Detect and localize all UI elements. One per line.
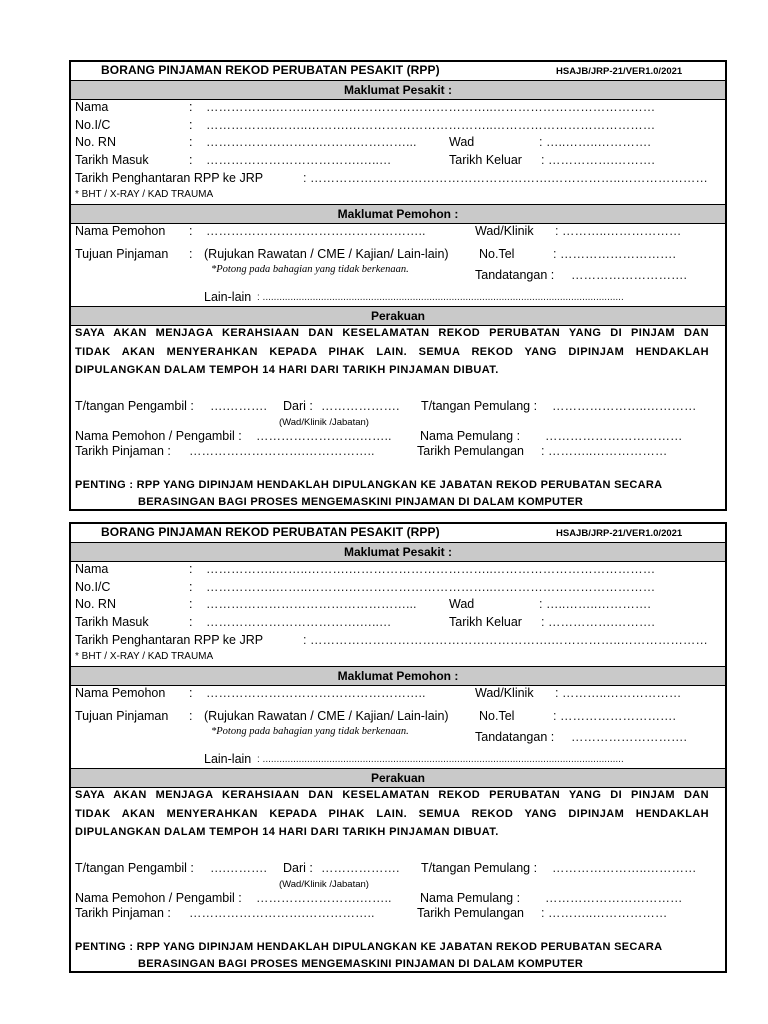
form-code: HSAJB/JRP-21/VER1.0/2021 <box>556 66 683 77</box>
ic-field[interactable]: ……………..……..……….……………………………..………………………………… <box>206 118 656 132</box>
loan-form-2: BORANG PINJAMAN REKOD PERUBATAN PESAKIT (RPP) HSAJB/JRP-21/VER1.0/2021 Maklumat Pesakit : Nama : ……………..……..……….……………………………..………………………………… No.I/C : ……………..……..……….……………………………..………………………………… No. RN : …………………………………………... Wad : …..……..…………. Tarikh Masuk : ……………………………….…..… Tarikh Keluar : …………….………. Tarikh Penghantaran RPP ke JRP : ………………………………………………….……………..………………… * BHT / X-RAY / KAD TRAUMA Maklumat Pemohon : Nama Pemohon : …………………………………………….. Wad/Klinik : ………..……………… Tujuan Pinjaman : (Rujukan Rawatan / CME / Kajian/ Lain-lain) No.Tel : ………………………. *Potong pada bahagian yang tidak berkenaan. Tandatangan : ………………………. Lain-lain : .................................................................................................................................. Perakuan SAYA AKAN MENJAGA KERAHSIAAN DAN KESELAMATAN REKOD PERUBATAN YANG DI PINJAM DAN TIDAK AKAN MENYERAHKAN KEPADA PIHAK LAIN. SEMUA REKOD YANG DIPINJAM HENDAKLAH DIPULANGKAN DALAM TEMPOH 14 HARI DARI TARIKH PINJAMAN DIBUAT. T/tangan Pengambil : ….………. Dari : ………………. T/tangan Pemulang : …………………..………… (Wad/Klinik /Jabatan) Nama Pemohon / Pengambil : …………………….…….. Nama Pemulang : …………………………… Tarikh Pinjaman : ……………………….…………….. Tarikh Pemulangan : ………..……………… PENTING : RPP YANG DIPINJAM HENDAKLAH DIPULANGKAN KE JABATAN REKOD PERUBATAN SECARA BERASINGAN BAGI PROSES MENGEMASKINI PINJAMAN DI DALAM KOMPUTER <box>69 522 727 973</box>
penting-line-1: PENTING : RPP YANG DIPINJAM HENDAKLAH DIPULANGKAN KE JABATAN REKOD PERUBATAN SECARA <box>75 941 663 953</box>
keluar-label: Tarikh Keluar <box>449 153 522 167</box>
wadklinik-field[interactable]: : ………..……………… <box>555 224 682 238</box>
penting-line-1: PENTING : RPP YANG DIPINJAM HENDAKLAH DIPULANGKAN KE JABATAN REKOD PERUBATAN SECARA <box>75 479 663 491</box>
masuk-field[interactable]: ……………………………….…..… <box>206 615 392 629</box>
tandatangan-field[interactable]: ………………………. <box>571 730 687 744</box>
tarikh-pinjaman-label: Tarikh Pinjaman : <box>75 444 171 458</box>
pemulang-ttg-field[interactable]: …………………..………… <box>552 861 697 875</box>
dari-field[interactable]: ………………. <box>321 861 400 875</box>
tujuan-label: Tujuan Pinjaman <box>75 247 169 261</box>
bht-note: * BHT / X-RAY / KAD TRAUMA <box>75 189 214 200</box>
nama-field[interactable]: ……………..……..……….……………………………..………………………………… <box>206 562 656 576</box>
nama-pemulang-label: Nama Pemulang : <box>420 891 521 905</box>
ic-field[interactable]: ……………..……..……….……………………………..………………………………… <box>206 580 656 594</box>
perakuan-line-1: SAYA AKAN MENJAGA KERAHSIAAN DAN KESELAMATAN REKOD PERUBATAN YANG DI PINJAM DAN <box>75 327 709 339</box>
tujuan-label: Tujuan Pinjaman <box>75 709 169 723</box>
perakuan-line-3: DIPULANGKAN DALAM TEMPOH 14 HARI DARI TARIKH PINJAMAN DIBUAT. <box>75 364 499 376</box>
perakuan-section-header: Perakuan <box>71 306 725 326</box>
wad-jabatan-note: (Wad/Klinik /Jabatan) <box>279 879 369 890</box>
tarikh-pemulangan-field[interactable]: : ………..……………… <box>541 906 668 920</box>
keluar-label: Tarikh Keluar <box>449 615 522 629</box>
hantar-label: Tarikh Penghantaran RPP ke JRP <box>75 171 264 185</box>
form-title: BORANG PINJAMAN REKOD PERUBATAN PESAKIT (RPP) <box>101 525 440 539</box>
wadklinik-label: Wad/Klinik <box>475 224 534 238</box>
perakuan-section-header: Perakuan <box>71 768 725 788</box>
masuk-label: Tarikh Masuk <box>75 153 149 167</box>
masuk-field[interactable]: ……………………………….…..… <box>206 153 392 167</box>
dari-label: Dari : <box>283 861 313 875</box>
penting-line-2: BERASINGAN BAGI PROSES MENGEMASKINI PINJAMAN DI DALAM KOMPUTER <box>138 496 584 508</box>
tarikh-pinjaman-label: Tarikh Pinjaman : <box>75 906 171 920</box>
hantar-field[interactable]: : ………………………………………………….……………..………………… <box>303 171 708 185</box>
wad-jabatan-note: (Wad/Klinik /Jabatan) <box>279 417 369 428</box>
notel-label: No.Tel <box>479 709 515 723</box>
pemohon-pengambil-field[interactable]: …………………….…….. <box>256 891 392 905</box>
ic-label: No.I/C <box>75 118 111 132</box>
perakuan-line-1: SAYA AKAN MENJAGA KERAHSIAAN DAN KESELAMATAN REKOD PERUBATAN YANG DI PINJAM DAN <box>75 789 709 801</box>
pemohon-label: Nama Pemohon <box>75 686 166 700</box>
pemulang-ttg-label: T/tangan Pemulang : <box>421 399 538 413</box>
rn-field[interactable]: …………………………………………... <box>206 135 417 149</box>
nama-pemulang-label: Nama Pemulang : <box>420 429 521 443</box>
lainlain-label: Lain-lain <box>204 290 252 304</box>
pengambil-field[interactable]: ….………. <box>210 399 267 413</box>
pemohon-field[interactable]: …………………………………………….. <box>206 224 426 238</box>
masuk-label: Tarikh Masuk <box>75 615 149 629</box>
tandatangan-label: Tandatangan : <box>475 268 555 282</box>
pengambil-label: T/tangan Pengambil : <box>75 399 194 413</box>
applicant-section-header: Maklumat Pemohon : <box>71 666 725 686</box>
nama-pemulang-field[interactable]: …………………………… <box>545 429 683 443</box>
dari-field[interactable]: ………………. <box>321 399 400 413</box>
pengambil-label: T/tangan Pengambil : <box>75 861 194 875</box>
nama-label: Nama <box>75 100 109 114</box>
nama-pemulang-field[interactable]: …………………………… <box>545 891 683 905</box>
pemulang-ttg-label: T/tangan Pemulang : <box>421 861 538 875</box>
pemohon-label: Nama Pemohon <box>75 224 166 238</box>
notel-field[interactable]: : ………………………. <box>553 709 676 723</box>
pemohon-pengambil-field[interactable]: …………………….…….. <box>256 429 392 443</box>
bht-note: * BHT / X-RAY / KAD TRAUMA <box>75 651 214 662</box>
tandatangan-label: Tandatangan : <box>475 730 555 744</box>
pemulang-ttg-field[interactable]: …………………..………… <box>552 399 697 413</box>
tujuan-options[interactable]: (Rujukan Rawatan / CME / Kajian/ Lain-lain) <box>204 709 449 723</box>
keluar-field[interactable]: : …………….………. <box>541 153 655 167</box>
perakuan-line-2: TIDAK AKAN MENYERAHKAN KEPADA PIHAK LAIN. SEMUA REKOD YANG DIPINJAM HENDAKLAH <box>75 346 709 358</box>
rn-label: No. RN <box>75 135 116 149</box>
lainlain-field[interactable]: : .................................................................................................................................. <box>257 292 624 303</box>
pemohon-pengambil-label: Nama Pemohon / Pengambil : <box>75 891 242 905</box>
form-title: BORANG PINJAMAN REKOD PERUBATAN PESAKIT (RPP) <box>101 63 440 77</box>
wadklinik-label: Wad/Klinik <box>475 686 534 700</box>
form-code: HSAJB/JRP-21/VER1.0/2021 <box>556 528 683 539</box>
hantar-field[interactable]: : ………………………………………………….……………..………………… <box>303 633 708 647</box>
patient-section-header: Maklumat Pesakit : <box>71 542 725 562</box>
applicant-section-header: Maklumat Pemohon : <box>71 204 725 224</box>
wad-label: Wad <box>449 597 475 611</box>
dari-label: Dari : <box>283 399 313 413</box>
rn-field[interactable]: …………………………………………... <box>206 597 417 611</box>
wad-field[interactable]: : …..……..…………. <box>539 135 651 149</box>
ic-label: No.I/C <box>75 580 111 594</box>
pemohon-pengambil-label: Nama Pemohon / Pengambil : <box>75 429 242 443</box>
penting-line-2: BERASINGAN BAGI PROSES MENGEMASKINI PINJAMAN DI DALAM KOMPUTER <box>138 958 584 970</box>
perakuan-line-2: TIDAK AKAN MENYERAHKAN KEPADA PIHAK LAIN. SEMUA REKOD YANG DIPINJAM HENDAKLAH <box>75 808 709 820</box>
lainlain-label: Lain-lain <box>204 752 252 766</box>
patient-section-header: Maklumat Pesakit : <box>71 80 725 100</box>
perakuan-line-3: DIPULANGKAN DALAM TEMPOH 14 HARI DARI TARIKH PINJAMAN DIBUAT. <box>75 826 499 838</box>
wadklinik-field[interactable]: : ………..……………… <box>555 686 682 700</box>
tarikh-pinjaman-field[interactable]: ……………………….…………….. <box>189 444 375 458</box>
lainlain-field[interactable]: : .................................................................................................................................. <box>257 754 624 765</box>
tandatangan-field[interactable]: ………………………. <box>571 268 687 282</box>
rn-label: No. RN <box>75 597 116 611</box>
pengambil-field[interactable]: ….………. <box>210 861 267 875</box>
keluar-field[interactable]: : …………….………. <box>541 615 655 629</box>
nama-label: Nama <box>75 562 109 576</box>
pemohon-field[interactable]: …………………………………………….. <box>206 686 426 700</box>
hantar-label: Tarikh Penghantaran RPP ke JRP <box>75 633 264 647</box>
potong-note: *Potong pada bahagian yang tidak berkenaan. <box>211 726 409 737</box>
notel-field[interactable]: : ………………………. <box>553 247 676 261</box>
potong-note: *Potong pada bahagian yang tidak berkenaan. <box>211 264 409 275</box>
wad-label: Wad <box>449 135 475 149</box>
tujuan-options[interactable]: (Rujukan Rawatan / CME / Kajian/ Lain-lain) <box>204 247 449 261</box>
wad-field[interactable]: : …..……..…………. <box>539 597 651 611</box>
notel-label: No.Tel <box>479 247 515 261</box>
nama-field[interactable]: ……………..……..……….……………………………..………………………………… <box>206 100 656 114</box>
loan-form-1: BORANG PINJAMAN REKOD PERUBATAN PESAKIT (RPP) HSAJB/JRP-21/VER1.0/2021 Maklumat Pesakit : Nama : ……………..……..……….……………………………..………………………………… No.I/C : ……………..……..……….……………………………..………………………………… No. RN : …………………………………………... Wad : …..……..…………. Tarikh Masuk : ……………………………….…..… Tarikh Keluar : …………….………. Tarikh Penghantaran RPP ke JRP : ………………………………………………….……………..………………… * BHT / X-RAY / KAD TRAUMA Maklumat Pemohon : Nama Pemohon : …………………………………………….. Wad/Klinik : ………..……………… Tujuan Pinjaman : (Rujukan Rawatan / CME / Kajian/ Lain-lain) No.Tel : ………………………. *Potong pada bahagian yang tidak berkenaan. Tandatangan : ………………………. Lain-lain : .................................................................................................................................. Perakuan SAYA AKAN MENJAGA KERAHSIAAN DAN KESELAMATAN REKOD PERUBATAN YANG DI PINJAM DAN TIDAK AKAN MENYERAHKAN KEPADA PIHAK LAIN. SEMUA REKOD YANG DIPINJAM HENDAKLAH DIPULANGKAN DALAM TEMPOH 14 HARI DARI TARIKH PINJAMAN DIBUAT. T/tangan Pengambil : ….………. Dari : ………………. T/tangan Pemulang : …………………..………… (Wad/Klinik /Jabatan) Nama Pemohon / Pengambil : …………………….…….. Nama Pemulang : …………………………… Tarikh Pinjaman : ……………………….…………….. Tarikh Pemulangan : ………..……………… PENTING : RPP YANG DIPINJAM HENDAKLAH DIPULANGKAN KE JABATAN REKOD PERUBATAN SECARA BERASINGAN BAGI PROSES MENGEMASKINI PINJAMAN DI DALAM KOMPUTER <box>69 60 727 511</box>
tarikh-pemulangan-label: Tarikh Pemulangan <box>417 906 525 920</box>
tarikh-pinjaman-field[interactable]: ……………………….…………….. <box>189 906 375 920</box>
tarikh-pemulangan-field[interactable]: : ………..……………… <box>541 444 668 458</box>
tarikh-pemulangan-label: Tarikh Pemulangan <box>417 444 525 458</box>
